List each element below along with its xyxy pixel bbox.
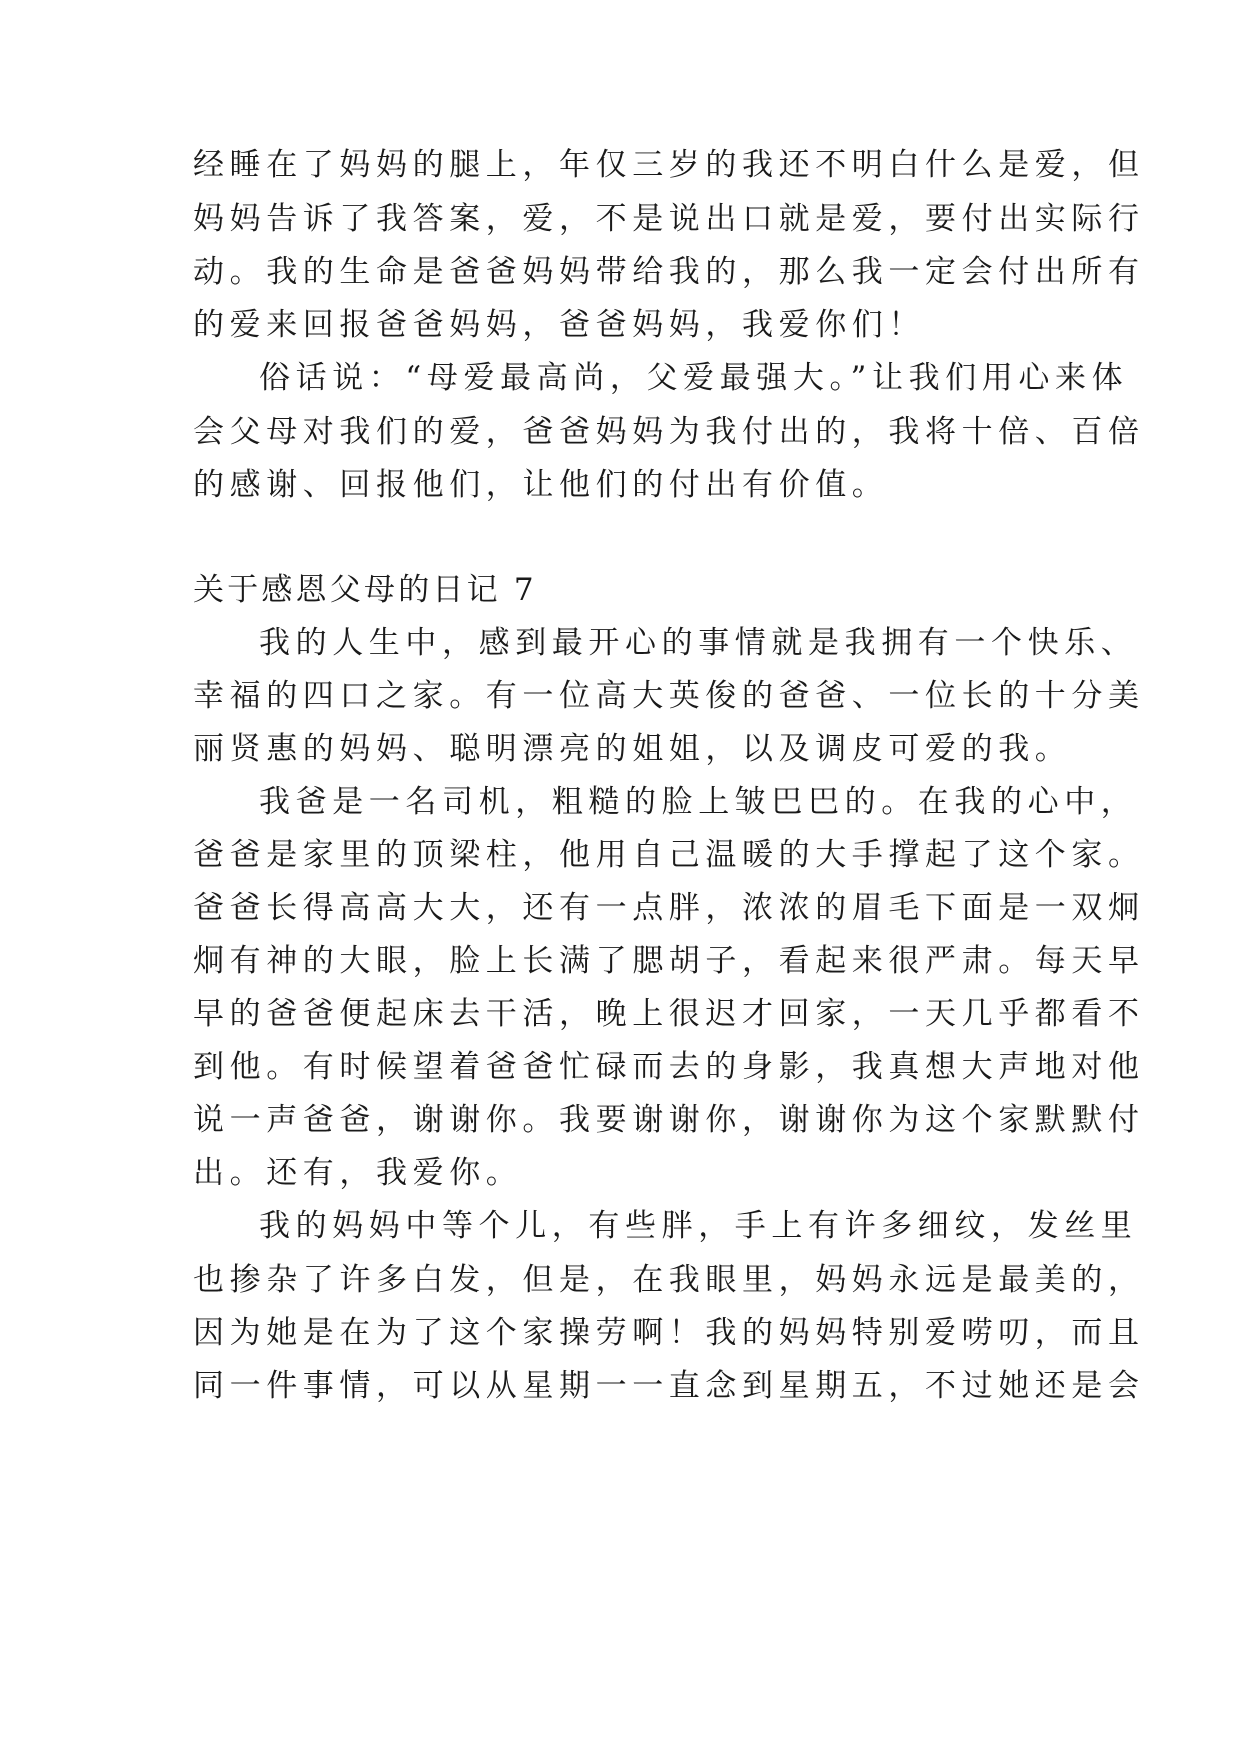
text-line: 我的妈妈中等个儿，有些胖，手上有许多细纹，发丝里 (259, 1208, 1138, 1244)
text-line: 早的爸爸便起床去干活，晚上很迟才回家，一天几乎都看不 (193, 996, 1145, 1032)
text-line: 同一件事情，可以从星期一一直念到星期五，不过她还是会 (193, 1368, 1145, 1404)
text-line: 出。还有，我爱你。 (193, 1155, 523, 1191)
text-line: 说一声爸爸，谢谢你。我要谢谢你，谢谢你为这个家默默付 (193, 1102, 1145, 1138)
text-line: 会父母对我们的爱，爸爸妈妈为我付出的，我将十倍、百倍 (193, 414, 1145, 450)
text-line: 到他。有时候望着爸爸忙碌而去的身影，我真想大声地对他 (193, 1049, 1145, 1085)
text-line: 俗话说：“母爱最高尚，父爱最强大。”让我们用心来体 (259, 360, 1129, 396)
text-line: 我爸是一名司机，粗糙的脸上皱巴巴的。在我的心中， (259, 784, 1138, 820)
text-line: 经睡在了妈妈的腿上，年仅三岁的我还不明白什么是爱，但 (193, 147, 1145, 183)
text-line: 妈妈告诉了我答案，爱，不是说出口就是爱，要付出实际行 (193, 201, 1145, 237)
text-line: 爸爸是家里的顶梁柱，他用自己温暖的大手撑起了这个家。 (193, 837, 1145, 873)
text-line: 丽贤惠的妈妈、聪明漂亮的姐姐，以及调皮可爱的我。 (193, 731, 1072, 767)
text-line: 的爱来回报爸爸妈妈，爸爸妈妈，我爱你们！ (193, 307, 925, 343)
text-line: 爸爸长得高高大大，还有一点胖，浓浓的眉毛下面是一双炯 (193, 890, 1145, 926)
text-line: 动。我的生命是爸爸妈妈带给我的，那么我一定会付出所有 (193, 254, 1145, 290)
text-line: 我的人生中，感到最开心的事情就是我拥有一个快乐、 (259, 625, 1138, 661)
text-line: 因为她是在为了这个家操劳啊！我的妈妈特别爱唠叨，而且 (193, 1315, 1145, 1351)
text-line: 也掺杂了许多白发，但是，在我眼里，妈妈永远是最美的， (193, 1262, 1145, 1298)
text-line: 炯有神的大眼，脸上长满了腮胡子，看起来很严肃。每天早 (193, 943, 1145, 979)
text-line: 的感谢、回报他们，让他们的付出有价值。 (193, 467, 889, 503)
section-title: 关于感恩父母的日记 7 (193, 572, 537, 608)
text-line: 幸福的四口之家。有一位高大英俊的爸爸、一位长的十分美 (193, 678, 1145, 714)
